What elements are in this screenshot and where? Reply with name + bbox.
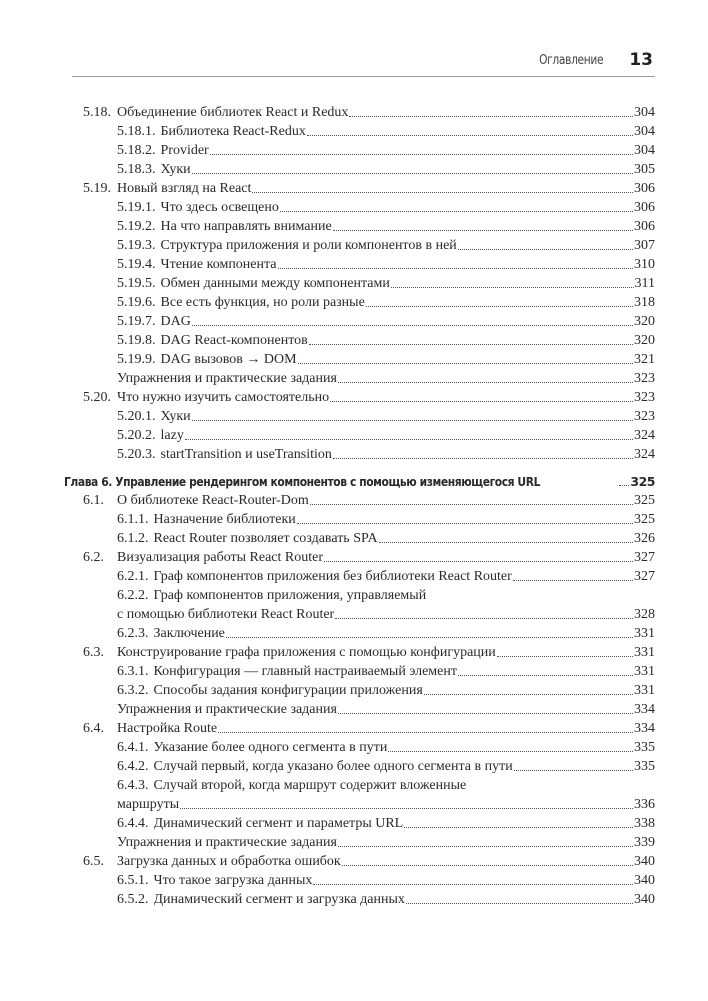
leader-dots: [192, 172, 633, 174]
toc-entry[interactable]: [83, 122, 655, 141]
toc-entry[interactable]: [83, 529, 655, 548]
toc-entry-page: 324: [634, 428, 655, 443]
toc-entry-page: 311: [634, 276, 655, 291]
toc-entry[interactable]: [83, 198, 655, 217]
toc-entry-title: Указание более одного сегмента в пути: [153, 740, 388, 755]
toc-entry-number: 5.20.1.: [117, 409, 156, 424]
toc-entry-number: 6.4.3.: [117, 778, 149, 793]
toc-entry-title: Визуализация работы React Router: [117, 550, 324, 565]
toc-entry[interactable]: [83, 700, 655, 719]
toc-entry-page: 324: [634, 447, 655, 462]
leader-dots: [391, 286, 634, 288]
toc-entry-number: 5.18.2.: [117, 143, 156, 158]
leader-dots: [497, 655, 633, 657]
toc-entry[interactable]: [83, 141, 655, 160]
toc-entry-page: 334: [634, 702, 655, 717]
toc-entry-page: 331: [634, 664, 655, 679]
toc-entry-page: 318: [634, 295, 655, 310]
toc-entry[interactable]: [83, 160, 655, 179]
toc-entry[interactable]: [83, 548, 655, 567]
toc-entry-title: Динамический сегмент и загрузка данных: [153, 892, 405, 907]
toc-entry-page: 326: [634, 531, 655, 546]
toc-entry-number: 5.19.2.: [117, 219, 156, 234]
toc-entry-title: Хуки: [160, 409, 191, 424]
toc-entry[interactable]: [83, 255, 655, 274]
toc-entry-title: Что нужно изучить самостоятельно: [117, 390, 330, 405]
toc-entry-page: 306: [634, 200, 655, 215]
toc-entry-number: 6.5.1.: [117, 873, 149, 888]
leader-dots: [338, 845, 633, 847]
toc-entry-title: Способы задания конфигурации приложения: [153, 683, 423, 698]
toc-entry[interactable]: [83, 312, 655, 331]
toc-entry-page: 331: [634, 626, 655, 641]
leader-dots: [513, 579, 633, 581]
toc-entry[interactable]: [83, 567, 655, 586]
toc-entry-number: 5.18.: [83, 105, 111, 120]
leader-dots: [366, 305, 633, 307]
leader-dots: [309, 343, 633, 345]
toc-entry-page: 328: [634, 607, 655, 622]
toc-entry[interactable]: [83, 445, 655, 464]
leader-dots: [280, 210, 633, 212]
toc-entry-page: 325: [630, 474, 655, 489]
toc-entry[interactable]: [83, 388, 655, 407]
toc-entry-page: 340: [634, 854, 655, 869]
header-page-number: 13: [629, 50, 653, 70]
toc-entry[interactable]: [83, 369, 655, 388]
toc-entry-title: Все есть функция, но роли разные: [160, 295, 365, 310]
toc-entry-title: Случай второй, когда маршрут содержит вложенные: [153, 778, 467, 793]
toc-entry-number: 5.19.3.: [117, 238, 156, 253]
toc-entry-page: 320: [634, 314, 655, 329]
toc-entry[interactable]: [83, 643, 655, 662]
toc-entry-page: 336: [634, 797, 655, 812]
toc-entry-title: На что направлять внимание: [160, 219, 332, 234]
leader-dots: [379, 541, 633, 543]
toc-entry-continuation[interactable]: [83, 605, 655, 624]
toc-entry-title-cont: маршруты: [117, 797, 180, 812]
toc-entry-title: Упражнения и практические задания: [117, 371, 337, 386]
toc-entry[interactable]: [83, 179, 655, 198]
toc-entry-title: Объединение библиотек React и Redux: [117, 105, 349, 120]
header-section-title: Оглавление: [538, 53, 603, 68]
toc-entry-number: 6.4.: [83, 721, 104, 736]
leader-dots: [310, 503, 633, 505]
toc-entry[interactable]: [83, 871, 655, 890]
leader-dots: [252, 191, 633, 193]
toc-entry[interactable]: [83, 738, 655, 757]
toc-entry-title: startTransition и useTransition: [160, 447, 332, 462]
toc-entry-page: 307: [634, 238, 655, 253]
toc-entry[interactable]: [83, 103, 655, 122]
toc-entry[interactable]: [83, 814, 655, 833]
toc-entry-page: 339: [634, 835, 655, 850]
toc-entry-page: 321: [634, 352, 655, 367]
leader-dots: [619, 484, 630, 486]
toc-entry[interactable]: [83, 274, 655, 293]
toc-entry-number: 5.20.: [83, 390, 111, 405]
toc-entry-number: 6.5.2.: [117, 892, 149, 907]
leader-dots: [458, 674, 633, 676]
toc-entry-title: Конструирование графа приложения с помощью конфигурации: [117, 645, 496, 660]
toc-entry-number: 6.2.: [83, 550, 104, 565]
toc-entry[interactable]: [83, 624, 655, 643]
toc-entry-title: DAG: [160, 314, 191, 329]
toc-entry-page: 306: [634, 181, 655, 196]
leader-dots: [185, 438, 633, 440]
toc-entry-number: 5.19.: [83, 181, 111, 196]
toc-entry-title: Упражнения и практические задания: [117, 835, 337, 850]
leader-dots: [297, 522, 633, 524]
toc-entry-title: Что такое загрузка данных: [153, 873, 313, 888]
toc-entry-page: 340: [634, 873, 655, 888]
toc-entry-number: 6.4.2.: [117, 759, 149, 774]
toc-entry-number: 6.3.1.: [117, 664, 149, 679]
leader-dots: [335, 617, 633, 619]
toc-entry-page: 304: [634, 124, 655, 139]
toc-entry-page: 338: [634, 816, 655, 831]
leader-dots: [338, 381, 633, 383]
toc-entry-page: 334: [634, 721, 655, 736]
toc-entry-page: 325: [634, 493, 655, 508]
toc-entry[interactable]: [83, 407, 655, 426]
toc-entry-number: 5.19.6.: [117, 295, 156, 310]
toc-entry-page: 323: [634, 409, 655, 424]
leader-dots: [338, 712, 633, 714]
toc-entry-number: 6.3.: [83, 645, 104, 660]
toc-entry[interactable]: [83, 586, 655, 605]
toc-entry-number: 5.19.9.: [117, 352, 156, 367]
leader-dots: [424, 693, 633, 695]
toc-entry[interactable]: [83, 776, 655, 795]
toc-entry-page: 325: [634, 512, 655, 527]
leader-dots: [298, 362, 633, 364]
toc-entry-number: 6.2.3.: [117, 626, 149, 641]
toc-entry-page: 331: [634, 645, 655, 660]
leader-dots: [458, 248, 633, 250]
toc-entry-page: 304: [634, 143, 655, 158]
toc-entry-title: Библиотека React-Redux: [160, 124, 306, 139]
toc-entry-page: 335: [634, 740, 655, 755]
toc-entry[interactable]: [83, 890, 655, 909]
toc-entry-page: 327: [634, 550, 655, 565]
leader-dots: [349, 115, 633, 117]
toc-entry-title: О библиотеке React-Router-Dom: [117, 493, 309, 508]
toc-entry-title: Структура приложения и роли компонентов в ней: [160, 238, 457, 253]
toc-entry-page: 305: [634, 162, 655, 177]
toc-entry-title: Динамический сегмент и параметры URL: [153, 816, 404, 831]
leader-dots: [192, 324, 633, 326]
leader-dots: [324, 560, 633, 562]
leader-dots: [313, 883, 633, 885]
toc-entry-number: 5.19.7.: [117, 314, 156, 329]
toc-entry-title-cont: с помощью библиотеки React Router: [117, 607, 335, 622]
toc-entry-number: 5.19.4.: [117, 257, 156, 272]
toc-entry-number: 6.4.4.: [117, 816, 149, 831]
toc-entry[interactable]: [83, 236, 655, 255]
toc-entry-number: 5.19.1.: [117, 200, 156, 215]
toc-entry-title: Provider: [160, 143, 209, 158]
running-header: [72, 50, 655, 77]
toc-entry[interactable]: [83, 833, 655, 852]
toc-entry-continuation[interactable]: [83, 795, 655, 814]
leader-dots: [342, 864, 633, 866]
toc-entry-page: 323: [634, 371, 655, 386]
leader-dots: [278, 267, 633, 269]
toc-entry-title: Загрузка данных и обработка ошибок: [117, 854, 341, 869]
toc-entry-number: 5.19.5.: [117, 276, 156, 291]
toc-entry[interactable]: [83, 681, 655, 700]
toc-entry[interactable]: [83, 350, 655, 369]
toc-entry-number: 5.19.8.: [117, 333, 156, 348]
toc-entry-title: lazy: [160, 428, 184, 443]
toc-entry-number: 6.1.2.: [117, 531, 149, 546]
toc-entry-title: Упражнения и практические задания: [117, 702, 337, 717]
toc-entry[interactable]: [83, 510, 655, 529]
table-of-contents: [64, 103, 655, 909]
leader-dots: [192, 419, 633, 421]
toc-entry-page: 335: [634, 759, 655, 774]
toc-entry[interactable]: [83, 217, 655, 236]
toc-entry-title: Граф компонентов приложения, управляемый: [153, 588, 427, 603]
toc-entry-title: Глава 6. Управление рендерингом компонентов с помощью изменяющегося URL: [64, 474, 541, 489]
leader-dots: [330, 400, 633, 402]
toc-chapter-entry[interactable]: [64, 472, 655, 491]
toc-entry[interactable]: [83, 662, 655, 681]
toc-entry-number: 5.18.1.: [117, 124, 156, 139]
toc-entry[interactable]: [83, 426, 655, 445]
leader-dots: [333, 457, 633, 459]
leader-dots: [180, 807, 633, 809]
toc-entry-title: React Router позволяет создавать SPA: [153, 531, 378, 546]
toc-entry-number: 6.3.2.: [117, 683, 149, 698]
toc-entry-number: 5.20.2.: [117, 428, 156, 443]
toc-entry[interactable]: [83, 719, 655, 738]
leader-dots: [406, 902, 633, 904]
toc-entry-page: 340: [634, 892, 655, 907]
toc-entry[interactable]: [83, 757, 655, 776]
toc-entry-page: 304: [634, 105, 655, 120]
leader-dots: [210, 153, 633, 155]
leader-dots: [307, 134, 633, 136]
toc-entry-title: Случай первый, когда указано более одного сегмента в пути: [153, 759, 513, 774]
toc-entry-number: 6.4.1.: [117, 740, 149, 755]
toc-entry-page: 331: [634, 683, 655, 698]
toc-entry-number: 5.18.3.: [117, 162, 156, 177]
toc-entry[interactable]: [83, 491, 655, 510]
toc-entry-page: 320: [634, 333, 655, 348]
toc-entry-number: 6.5.: [83, 854, 104, 869]
toc-entry-title: Обмен данными между компонентами: [160, 276, 390, 291]
toc-entry-title: Назначение библиотеки: [153, 512, 296, 527]
toc-entry[interactable]: [83, 293, 655, 312]
toc-entry[interactable]: [83, 852, 655, 871]
toc-entry-number: 6.2.2.: [117, 588, 149, 603]
toc-entry-title: Заключение: [153, 626, 225, 641]
toc-entry-number: 6.1.: [83, 493, 104, 508]
leader-dots: [404, 826, 633, 828]
toc-entry-title: DAG вызовов → DOM: [160, 352, 297, 367]
toc-entry-number: 6.1.1.: [117, 512, 149, 527]
toc-entry-title: DAG React-компонентов: [160, 333, 308, 348]
toc-entry-page: 310: [634, 257, 655, 272]
toc-entry[interactable]: [83, 331, 655, 350]
leader-dots: [333, 229, 633, 231]
leader-dots: [218, 731, 633, 733]
toc-entry-title: Новый взгляд на React: [117, 181, 252, 196]
toc-entry-page: 327: [634, 569, 655, 584]
toc-entry-title: Граф компонентов приложения без библиотеки React Router: [153, 569, 512, 584]
toc-entry-page: 323: [634, 390, 655, 405]
toc-entry-title: Настройка Route: [117, 721, 218, 736]
toc-entry-number: 5.20.3.: [117, 447, 156, 462]
leader-dots: [514, 769, 633, 771]
toc-entry-title: Хуки: [160, 162, 191, 177]
toc-entry-page: 306: [634, 219, 655, 234]
leader-dots: [226, 636, 633, 638]
toc-entry-number: 6.2.1.: [117, 569, 149, 584]
leader-dots: [388, 750, 633, 752]
toc-entry-title: Что здесь освещено: [160, 200, 279, 215]
toc-entry-title: Чтение компонента: [160, 257, 277, 272]
toc-entry-title: Конфигурация — главный настраиваемый элемент: [153, 664, 457, 679]
